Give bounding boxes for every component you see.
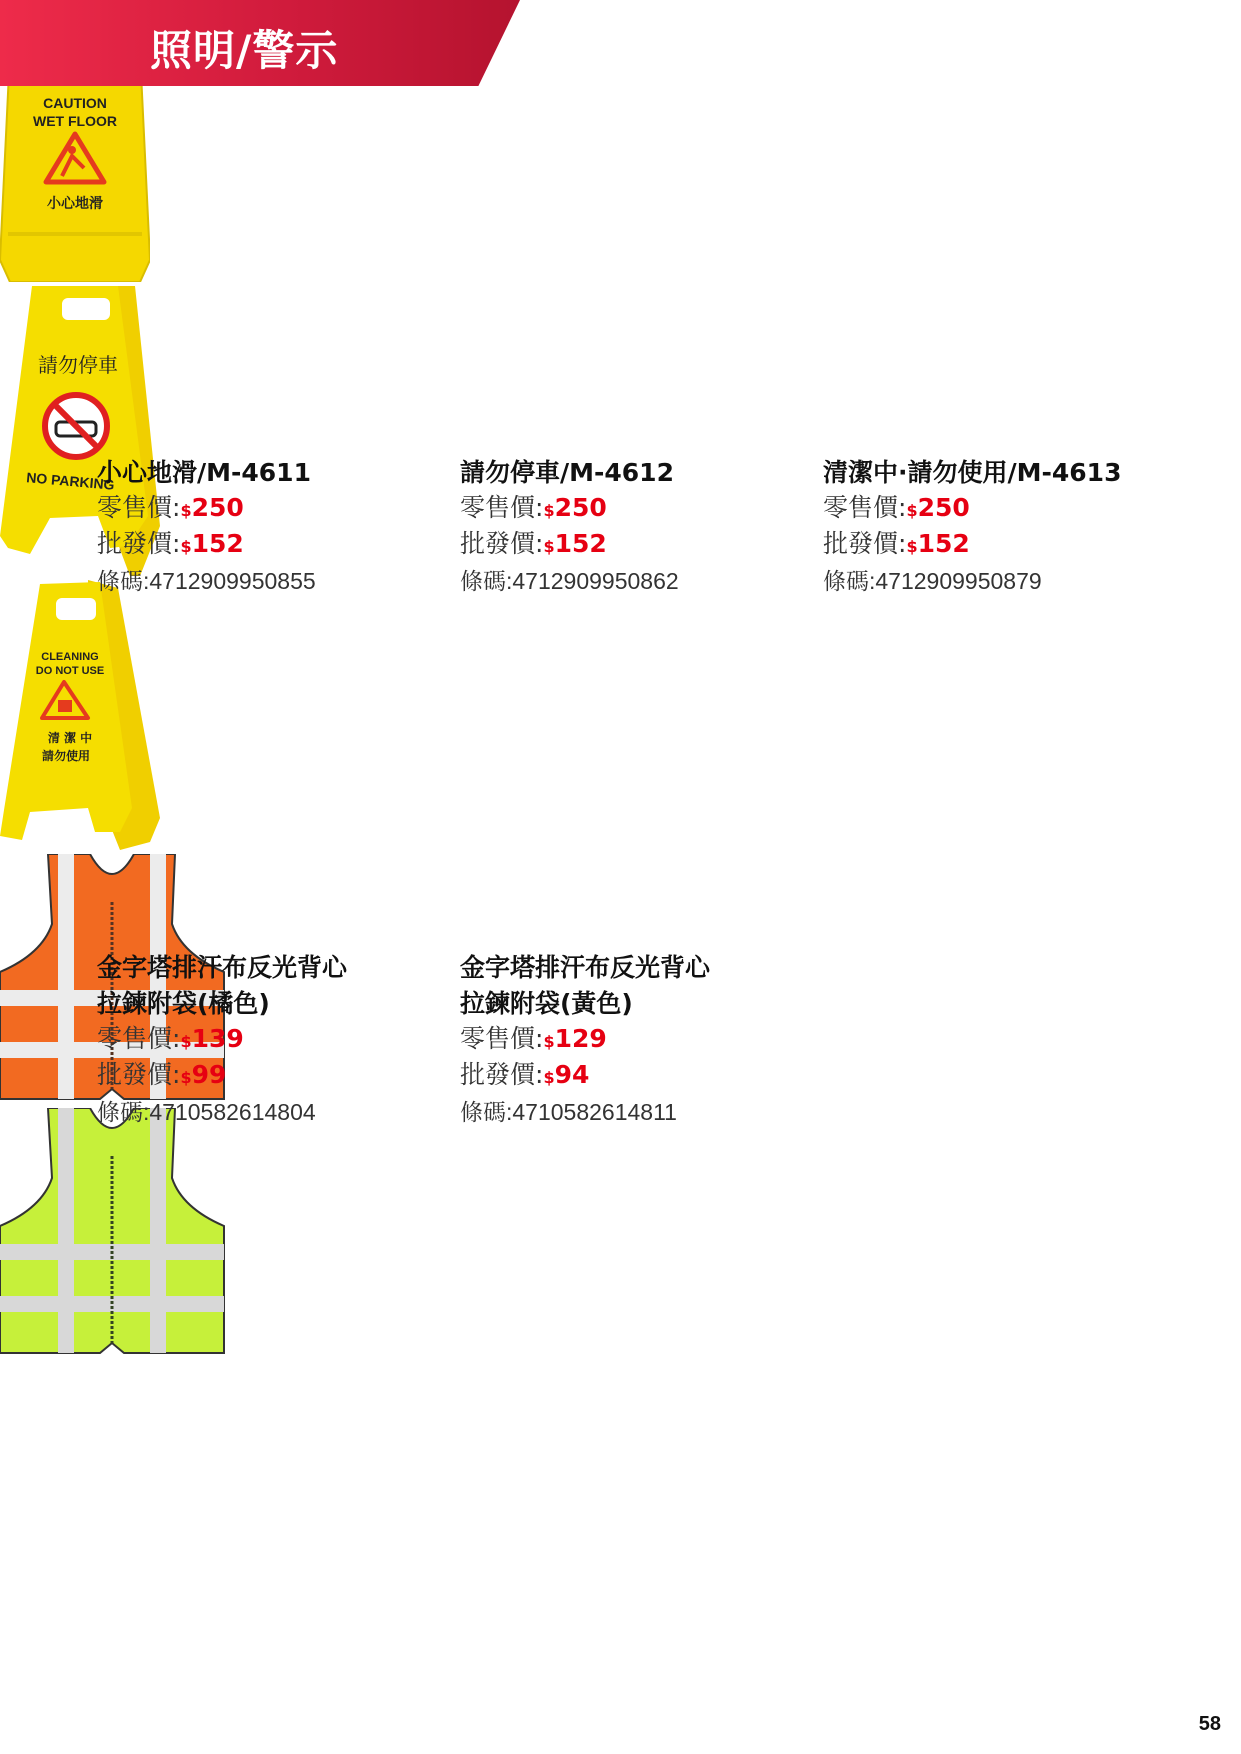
product-info	[460, 950, 710, 1130]
retail-price: 零售價:$139	[97, 1024, 244, 1053]
wholesale-price: 批發價:$152	[823, 529, 970, 558]
sign-text-cn: 請勿停車	[38, 353, 118, 377]
retail-price: 零售價:$250	[97, 493, 244, 522]
retail-price: 零售價:$129	[460, 1024, 607, 1053]
sign-text-en: NO PARKING	[25, 469, 116, 493]
wholesale-price: 批發價:$152	[460, 529, 607, 558]
product-name: 小心地滑/M-4611	[97, 458, 311, 487]
yellow-reflective-vest-image	[0, 1108, 225, 1358]
product-info	[460, 455, 679, 599]
barcode: 條碼:4712909950855	[97, 568, 316, 594]
sign-text-cn-2: 請勿使用	[41, 749, 91, 763]
product-info	[97, 950, 347, 1130]
wholesale-price: 批發價:$94	[460, 1060, 590, 1089]
section-title: 照明/警示	[150, 26, 339, 75]
product-name: 清潔中·請勿使用/M-4613	[823, 458, 1122, 487]
page-number: 58	[1198, 1713, 1221, 1735]
product-info	[97, 455, 316, 599]
sign-text-cn: 小心地滑	[47, 196, 103, 212]
barcode: 條碼:4712909950879	[823, 568, 1042, 594]
sign-text-do-not-use: DO NOT USE	[35, 665, 105, 677]
cleaning-do-not-use-sign-image	[0, 580, 160, 850]
retail-price: 零售價:$250	[460, 493, 607, 522]
barcode: 條碼:4712909950862	[460, 568, 679, 594]
barcode: 條碼:4710582614804	[97, 1099, 316, 1125]
product-name-line-1: 金字塔排汗布反光背心	[460, 953, 711, 982]
wholesale-price: 批發價:$99	[97, 1060, 227, 1089]
product-info	[823, 455, 1121, 599]
product-name-line-2: 拉鍊附袋(黃色)	[460, 989, 633, 1018]
sign-text-caution: CAUTION	[43, 95, 107, 111]
sign-text-wet-floor: WET FLOOR	[33, 113, 117, 129]
barcode: 條碼:4710582614811	[460, 1099, 677, 1125]
product-name: 請勿停車/M-4612	[460, 458, 674, 487]
product-name-line-1: 金字塔排汗布反光背心	[97, 953, 348, 982]
retail-price: 零售價:$250	[823, 493, 970, 522]
wholesale-price: 批發價:$152	[97, 529, 244, 558]
product-name-line-2: 拉鍊附袋(橘色)	[97, 989, 270, 1018]
sign-text-cn-1: 清 潔 中	[47, 731, 93, 745]
sign-text-cleaning: CLEANING	[41, 651, 99, 663]
